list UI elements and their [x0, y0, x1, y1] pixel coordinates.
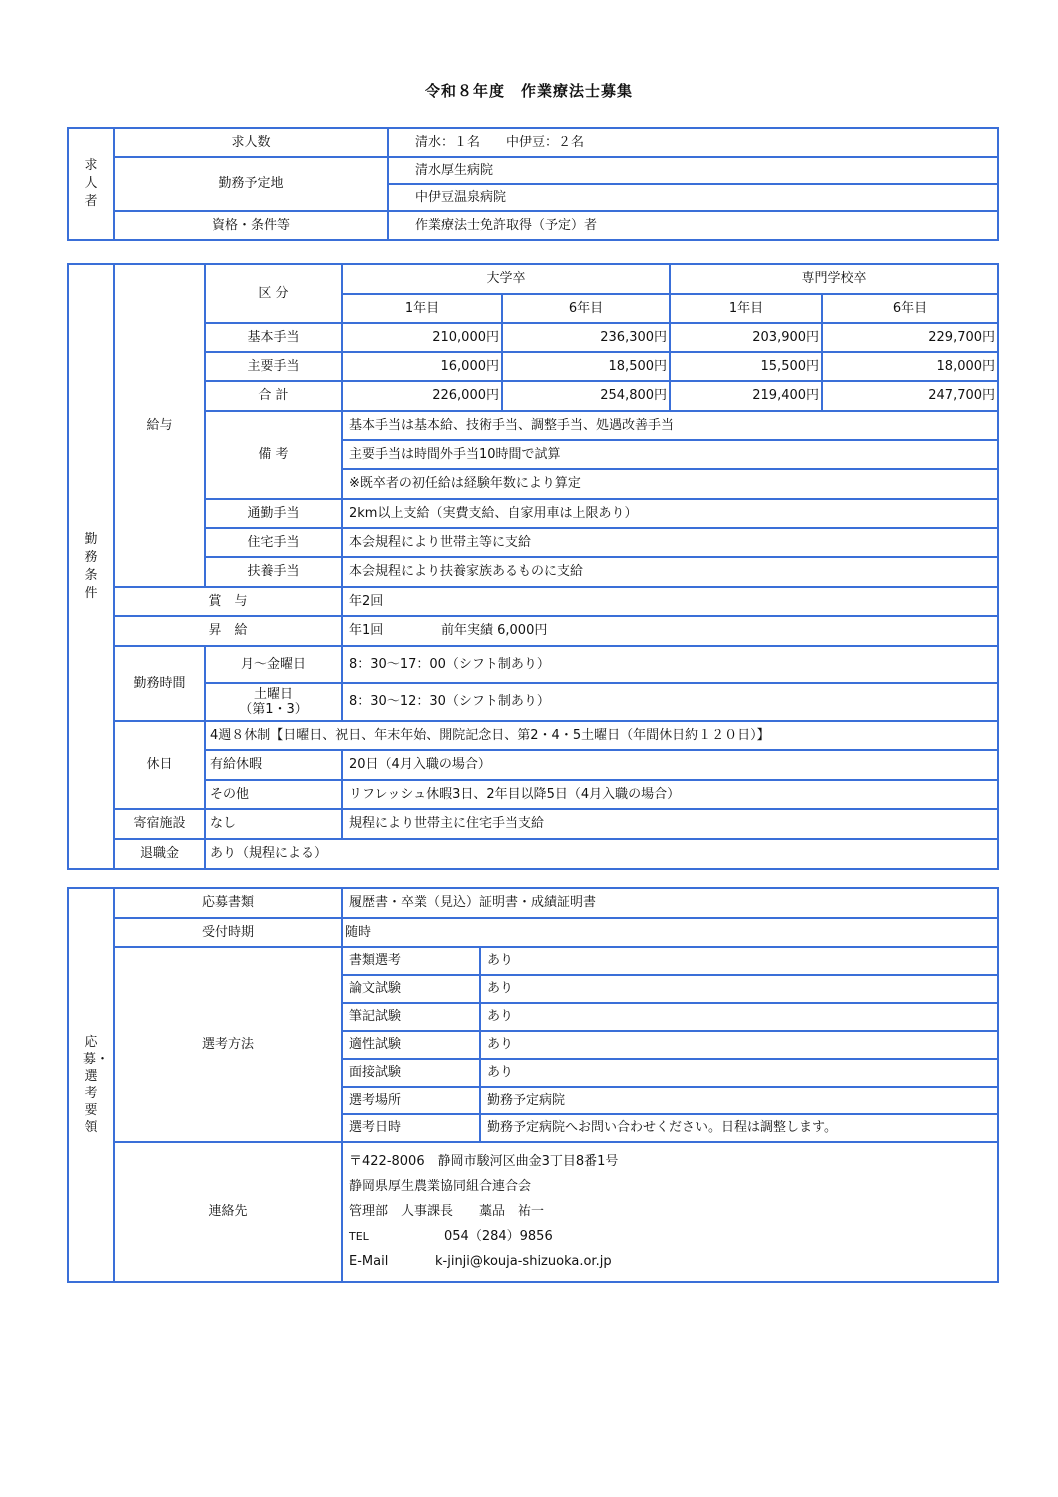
- salary-row-main: [68, 352, 998, 381]
- division-label: 区 分: [205, 264, 342, 323]
- housing-label: 住宅手当: [205, 528, 342, 557]
- recruiter-table: [67, 127, 999, 241]
- salary-cell: 16,000円: [342, 352, 502, 381]
- recruiter-section-label: [68, 128, 114, 240]
- holiday-value: 4週８休制【日曜日、祝日、年末年始、開院記念日、第2・4・5土曜日（年間休日約１２０日）】: [205, 721, 998, 750]
- salary-cell: 219,400円: [670, 381, 822, 411]
- other-leave-value: リフレッシュ休暇3日、2年目以降5日（4月入職の場合）: [342, 780, 998, 809]
- contact-label: 連絡先: [114, 1142, 342, 1282]
- contact-tel: 054（284）9856: [444, 1228, 553, 1244]
- documents-value: 履歴書・卒業（見込）証明書・成績証明書: [342, 888, 998, 918]
- salary-row-label: 合 計: [205, 381, 342, 411]
- selection-row-label: 選考日時: [342, 1114, 480, 1142]
- contact-tel-line: [349, 1224, 991, 1249]
- vocational-label: 専門学校卒: [670, 264, 998, 294]
- weekday-value: 8：30～17：00（シフト制あり）: [342, 646, 998, 683]
- contact-mail-line: [349, 1249, 991, 1274]
- headcount-value: 清水：１名 中伊豆：２名: [388, 128, 998, 157]
- salary-cell: 254,800円: [502, 381, 670, 411]
- weekday-label: 月～金曜日: [205, 646, 342, 683]
- university-label: 大学卒: [342, 264, 670, 294]
- selection-row-value: あり: [480, 975, 998, 1003]
- salary-label: 給与: [114, 264, 205, 587]
- selection-row-value: あり: [480, 1003, 998, 1031]
- selection-row-value: あり: [480, 1059, 998, 1087]
- family-value: 本会規程により扶養家族あるものに支給: [342, 557, 998, 587]
- raise-value: 年1回: [349, 623, 384, 639]
- year-header-voc-6: 6年目: [822, 294, 998, 323]
- period-value: 随時: [342, 918, 998, 947]
- salary-cell: 203,900円: [670, 323, 822, 352]
- remark-line-1: 基本手当は基本給、技術手当、調整手当、処遇改善手当: [342, 411, 998, 440]
- qualification-label: 資格・条件等: [114, 211, 388, 240]
- selection-row-value: 勤務予定病院へお問い合わせください。日程は調整します。: [480, 1114, 998, 1142]
- selection-row-value: あり: [480, 1031, 998, 1059]
- commute-label: 通勤手当: [205, 499, 342, 528]
- family-label: 扶養手当: [205, 557, 342, 587]
- salary-cell: 18,000円: [822, 352, 998, 381]
- bonus-value: 年2回: [342, 587, 998, 616]
- raise-cell: [342, 616, 998, 646]
- recruiter-section-text: 求人者: [84, 158, 98, 209]
- contact-person: 管理部 人事課長 藁品 祐一: [349, 1203, 545, 1219]
- salary-cell: 18,500円: [502, 352, 670, 381]
- application-section-label: [68, 888, 114, 1282]
- hours-label: 勤務時間: [114, 646, 205, 721]
- workplace-label: 勤務予定地: [114, 157, 388, 211]
- application-section-text: 応募・選考要領: [83, 1035, 110, 1135]
- qualification-value: 作業療法士免許取得（予定）者: [388, 211, 998, 240]
- saturday-label: [205, 683, 342, 721]
- contact-mail[interactable]: k-jinji@kouja-shizuoka.or.jp: [435, 1253, 612, 1269]
- contact-org: 静岡県厚生農業協同組合連合会: [349, 1178, 532, 1194]
- tel-label: TEL: [349, 1229, 369, 1243]
- salary-row-total: [68, 381, 998, 411]
- raise-note: 前年実績 6,000円: [441, 623, 548, 639]
- year-header-voc-1: 1年目: [670, 294, 822, 323]
- paid-leave-value: 20日（4月入職の場合）: [342, 750, 998, 780]
- salary-cell: 210,000円: [342, 323, 502, 352]
- application-table: [67, 887, 999, 1283]
- remarks-label: 備 考: [205, 411, 342, 499]
- documents-label: 応募書類: [114, 888, 342, 918]
- conditions-section-label: [68, 264, 114, 869]
- selection-row-label: 適性試験: [342, 1031, 480, 1059]
- selection-label: 選考方法: [114, 947, 342, 1142]
- salary-row-label: 基本手当: [205, 323, 342, 352]
- selection-row-value: あり: [480, 947, 998, 975]
- conditions-table: [67, 263, 999, 870]
- year-header-univ-6: 6年目: [502, 294, 670, 323]
- mail-label: E-Mail: [349, 1253, 389, 1269]
- retirement-label: 退職金: [114, 839, 205, 869]
- paid-leave-label: 有給休暇: [205, 750, 342, 780]
- dorm-value: なし: [205, 809, 342, 839]
- other-leave-label: その他: [205, 780, 342, 809]
- workplace-1: 清水厚生病院: [388, 157, 998, 184]
- saturday-label-line-2: （第1・3）: [239, 702, 308, 717]
- selection-row-label: 筆記試験: [342, 1003, 480, 1031]
- period-label: 受付時期: [114, 918, 342, 947]
- salary-cell: 236,300円: [502, 323, 670, 352]
- workplace-2: 中伊豆温泉病院: [388, 184, 998, 211]
- salary-cell: 226,000円: [342, 381, 502, 411]
- salary-row-basic: [68, 323, 998, 352]
- retirement-value: あり（規程による）: [205, 839, 998, 869]
- selection-row-label: 面接試験: [342, 1059, 480, 1087]
- remark-line-3: ※既卒者の初任給は経験年数により算定: [342, 469, 998, 499]
- holiday-label: 休日: [114, 721, 205, 809]
- salary-cell: 247,700円: [822, 381, 998, 411]
- conditions-section-text: 勤務条件: [84, 531, 98, 601]
- selection-row-label: 選考場所: [342, 1087, 480, 1114]
- headcount-label: 求人数: [114, 128, 388, 157]
- saturday-label-line-1: 土曜日: [253, 687, 293, 702]
- selection-row-label: 書類選考: [342, 947, 480, 975]
- selection-row-label: 論文試験: [342, 975, 480, 1003]
- dorm-label: 寄宿施設: [114, 809, 205, 839]
- selection-row-value: 勤務予定病院: [480, 1087, 998, 1114]
- remark-line-2: 主要手当は時間外手当10時間で試算: [342, 440, 998, 469]
- year-header-univ-1: 1年目: [342, 294, 502, 323]
- raise-label: 昇 給: [114, 616, 342, 646]
- salary-cell: 229,700円: [822, 323, 998, 352]
- salary-cell: 15,500円: [670, 352, 822, 381]
- contact-block: [342, 1142, 998, 1282]
- page-title: 令和８年度 作業療法士募集: [424, 82, 633, 100]
- salary-row-label: 主要手当: [205, 352, 342, 381]
- contact-address: 〒422-8006 静岡市駿河区曲金3丁目8番1号: [349, 1153, 619, 1169]
- saturday-value: 8：30～12：30（シフト制あり）: [342, 683, 998, 721]
- commute-value: 2km以上支給（実費支給、自家用車は上限あり）: [342, 499, 998, 528]
- housing-value: 本会規程により世帯主等に支給: [342, 528, 998, 557]
- bonus-label: 賞 与: [114, 587, 342, 616]
- dorm-note: 規程により世帯主に住宅手当支給: [342, 809, 998, 839]
